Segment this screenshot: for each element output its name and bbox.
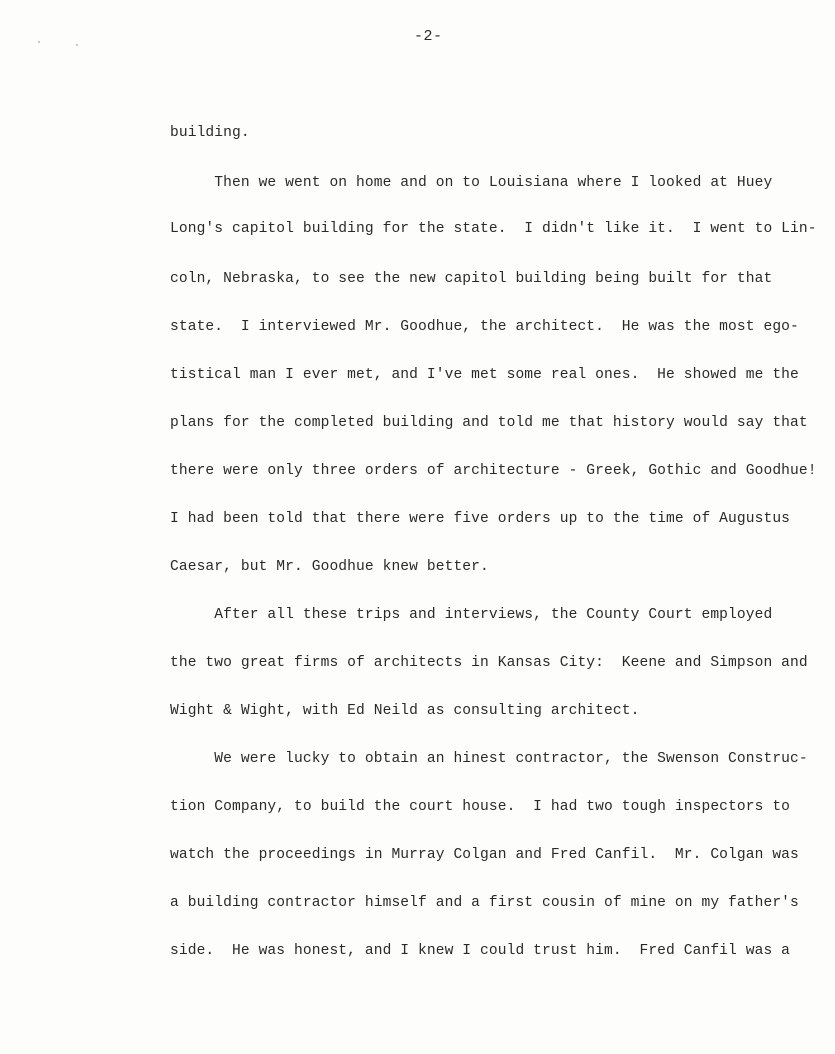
text-line: building.	[170, 125, 250, 141]
text-line: Then we went on home and on to Louisiana where I looked at Huey	[170, 175, 773, 191]
page-number: -2-	[414, 28, 443, 45]
text-line: tion Company, to build the court house. I had two tough inspectors to	[170, 799, 791, 815]
text-line: Caesar, but Mr. Goodhue knew better.	[170, 559, 489, 575]
text-line: plans for the completed building and told me that history would say that	[170, 415, 808, 431]
text-line: Wight & Wight, with Ed Neild as consulting architect.	[170, 703, 640, 719]
text-line: I had been told that there were five orders up to the time of Augustus	[170, 511, 791, 527]
text-line: coln, Nebraska, to see the new capitol building being built for that	[170, 271, 773, 287]
margin-speck	[38, 41, 40, 43]
text-line: watch the proceedings in Murray Colgan and Fred Canfil. Mr. Colgan was	[170, 847, 799, 863]
text-line: side. He was honest, and I knew I could trust him. Fred Canfil was a	[170, 943, 791, 959]
text-line: the two great firms of architects in Kansas City: Keene and Simpson and	[170, 655, 808, 671]
text-line: tistical man I ever met, and I've met some real ones. He showed me the	[170, 367, 799, 383]
text-line: a building contractor himself and a first cousin of mine on my father's	[170, 895, 799, 911]
text-line: Long's capitol building for the state. I didn't like it. I went to Lin-	[170, 221, 817, 237]
margin-speck	[76, 44, 78, 46]
text-line: there were only three orders of architecture - Greek, Gothic and Goodhue!	[170, 463, 817, 479]
text-line: We were lucky to obtain an hinest contractor, the Swenson Construc-	[170, 751, 808, 767]
text-line: state. I interviewed Mr. Goodhue, the architect. He was the most ego-	[170, 319, 799, 335]
text-line: After all these trips and interviews, the County Court employed	[170, 607, 773, 623]
